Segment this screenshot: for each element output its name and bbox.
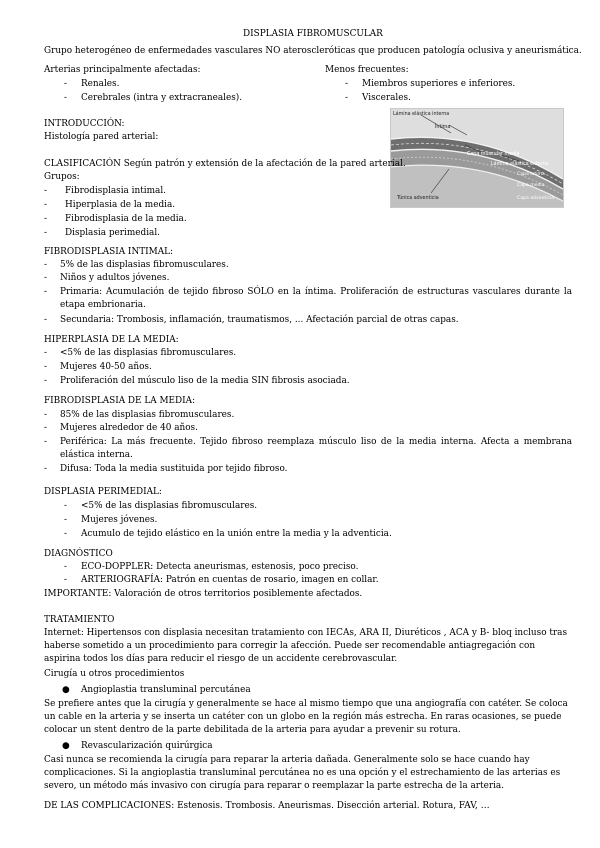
list-item: Acumulo de tejido elástico en la unión entre la media y la adventicia. [81, 529, 392, 539]
diagram-label: Lámina elástica externa [491, 162, 549, 167]
list-item: ARTERIOGRAFÍA: Patrón en cuentas de rosario, imagen en collar. [81, 575, 379, 585]
diagram-label: Capa adventicia [517, 196, 555, 201]
bullet-dash: - [345, 93, 348, 103]
complications-text: Estenosis. Trombosis. Aneurismas. Disección arterial. Rotura, FAV, … [177, 801, 490, 811]
diagram-label: Capa muscular media [467, 152, 520, 157]
bullet-dash: - [44, 200, 47, 210]
bullet-dash: - [64, 562, 67, 572]
introduccion-heading: INTRODUCCIÓN: [44, 119, 125, 129]
treatment-paragraph: Casi nunca se recomienda la cirugía para reparar la arteria dañada. Generalmente solo se hace cuando hay complicaciones. Si la angioplastia transluminal percutánea no es una opción y el estrechamiento de las arterias es severo, un método más invasivo con cirugía para reparar o reemplazar la parte estrecha de la arteria. [44, 755, 561, 792]
diagram-label: Lámina elástica interna [393, 112, 450, 117]
group-item: Hiperplasia de la media. [65, 200, 176, 210]
list-item: <5% de las displasias fibromusculares. [60, 348, 237, 358]
list-item: Mujeres jóvenes. [81, 515, 158, 525]
bullet-dash: - [64, 501, 67, 511]
section-heading: TRATAMIENTO [44, 615, 115, 625]
treatment-internet-paragraph: Internet: Hipertensos con displasia necesitan tratamiento con IECAs, ARA II, Diuréticos , ACA y B- bloq incluso tras haberse sometido a un procedimiento para corregir la afección. Puede ser recomendable antiagregación con aspirina todos los días para reducir el riesgo de un accidente cerebrovascular. [44, 628, 568, 665]
bullet-dash: - [44, 410, 47, 420]
main-artery-item: Renales. [81, 79, 120, 89]
diagram-label: Túnica adventicia [397, 196, 439, 201]
bullet-dash: - [44, 437, 47, 447]
group-item: Fibrodisplasia de la media. [65, 214, 187, 224]
group-item: Fibrodisplasia intimal. [65, 186, 166, 196]
importante-note: IMPORTANTE: Valoración de otros territorios posiblemente afectados. [44, 589, 363, 599]
section-heading: HIPERPLASIA DE LA MEDIA: [44, 335, 179, 345]
other-procedures-label: Cirugía u otros procedimientos [44, 669, 185, 679]
bullet-dash: - [44, 273, 47, 283]
bullet-dash: - [44, 260, 47, 270]
list-item: Niños y adultos jóvenes. [60, 273, 170, 283]
list-item: 85% de las displasias fibromusculares. [60, 410, 235, 420]
less-frequent-label: Menos frecuentes: [325, 65, 409, 75]
section-heading: DIAGNÓSTICO [44, 549, 113, 559]
list-item: Periférica: La más frecuente. Tejido fibroso reemplaza músculo liso de la media interna. Afecta a membrana elástica interna. [60, 437, 572, 461]
bullet-dash: - [44, 315, 47, 325]
list-item: ECO-DOPPLER: Detecta aneurismas, estenosis, poco preciso. [81, 562, 359, 572]
bullet-dash: - [44, 287, 47, 297]
bullet-dash: - [44, 214, 47, 224]
bullet-dot: ● [62, 741, 70, 751]
list-item: Secundaria: Trombosis, inflamación, traumatismos, ... Afectación parcial de otras capas. [60, 315, 459, 325]
treatment-bullet: Angioplastia transluminal percutánea [81, 685, 251, 695]
bullet-dash: - [345, 79, 348, 89]
complications-line [44, 800, 490, 812]
complications-label: DE LAS COMPLICACIONES: [44, 801, 175, 811]
intro-text: Grupo heterogéneo de enfermedades vasculares NO ateroscleróticas que producen patología oclusiva y aneurismática. [44, 46, 582, 56]
less-frequent-item: Miembros superiores e inferiores. [362, 79, 516, 89]
treatment-bullet: Revascularización quirúrgica [81, 741, 213, 751]
main-artery-item: Cerebrales (intra y extracraneales). [81, 93, 243, 103]
clasificacion-line: CLASIFICACIÓN Según patrón y extensión de la afectación de la pared arterial. [44, 159, 406, 169]
list-item: Mujeres alrededor de 40 años. [60, 423, 198, 433]
section-heading: FIBRODISPLASIA DE LA MEDIA: [44, 396, 196, 406]
diagram-label: Capa íntima [517, 172, 545, 177]
list-item: 5% de las displasias fibromusculares. [60, 260, 229, 270]
bullet-dot: ● [62, 685, 70, 695]
list-item: Mujeres 40-50 años. [60, 362, 152, 372]
group-item: Displasia perimedial. [65, 228, 160, 238]
section-heading: FIBRODISPLASIA INTIMAL: [44, 247, 174, 257]
diagram-label: Íntima [435, 125, 451, 130]
introduccion-line: Histología pared arterial: [44, 132, 159, 142]
document-title: DISPLASIA FIBROMUSCULAR [243, 29, 383, 39]
bullet-dash: - [64, 515, 67, 525]
treatment-paragraph: Se prefiere antes que la cirugía y generalmente se hace al mismo tiempo que una angiografía con catéter. Se coloca un cable en la arteria y se inserta un catéter con un globo en la región más estrecha. En raras ocasiones, se puede colocar un stent dentro de la parte debilitada de la arteria para ayudar a prevenir su rotura. [44, 699, 568, 736]
bullet-dash: - [44, 186, 47, 196]
section-heading: DISPLASIA PERIMEDIAL: [44, 487, 162, 497]
list-item: Difusa: Toda la media sustituida por tejido fibroso. [60, 464, 288, 474]
bullet-dash: - [44, 423, 47, 433]
list-item: Primaria: Acumulación de tejido fibroso SÓLO en la íntima. Proliferación de estructuras vasculares durante la etapa embrionaria. [60, 287, 572, 311]
list-item: Proliferación del músculo liso de la media SIN fibrosis asociada. [60, 376, 350, 386]
less-frequent-item: Viscerales. [362, 93, 411, 103]
arterial-wall-diagram [390, 108, 564, 208]
groups-label: Grupos: [44, 172, 80, 182]
diagram-label: Capa media [517, 183, 545, 188]
bullet-dash: - [64, 529, 67, 539]
bullet-dash: - [44, 348, 47, 358]
bullet-dash: - [44, 464, 47, 474]
bullet-dash: - [44, 362, 47, 372]
main-arteries-label: Arterias principalmente afectadas: [44, 65, 201, 75]
bullet-dash: - [64, 79, 67, 89]
bullet-dash: - [44, 376, 47, 386]
bullet-dash: - [64, 93, 67, 103]
bullet-dash: - [44, 228, 47, 238]
bullet-dash: - [64, 575, 67, 585]
list-item: <5% de las displasias fibromusculares. [81, 501, 258, 511]
